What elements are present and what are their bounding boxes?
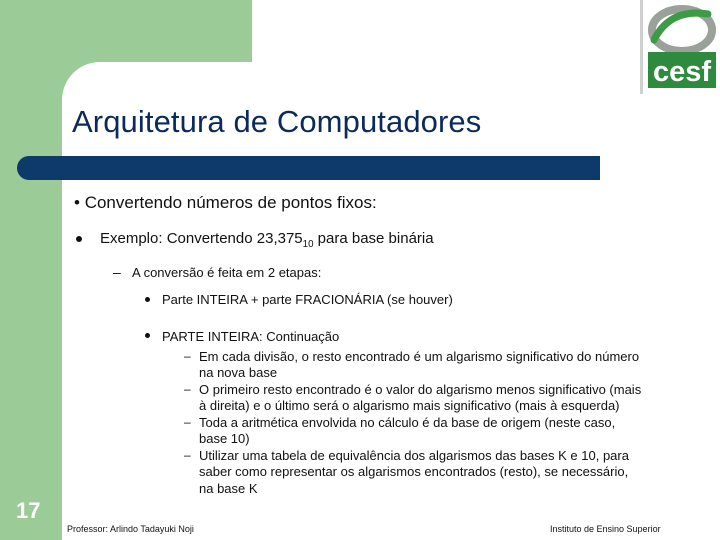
level4-item-2: PARTE INTEIRA: Continuação	[162, 329, 340, 344]
footer-professor: Professor: Arlindo Tadayuki Noji	[67, 524, 194, 534]
level3-dash: –	[113, 264, 121, 280]
level5-item-1-line2: na nova base	[199, 365, 278, 381]
level5-item-3-line1: Toda a aritmética envolvida no cálculo é da base de origem (neste caso,	[199, 415, 616, 430]
level5-dash: –	[184, 415, 191, 429]
level1-bullet: •	[74, 193, 80, 212]
level5-item-4	[199, 448, 629, 497]
level5-dash: –	[184, 448, 191, 462]
level4-bullet	[145, 297, 150, 302]
level2-text-suffix: para base binária	[313, 230, 434, 247]
level5-item-2-line2: à direita) e o último será o algarismo mais significativo (mais à esquerda)	[199, 398, 620, 414]
level3-text: A conversão é feita em 2 etapas:	[132, 265, 322, 280]
level5-item-4-line2: saber como representar os algarismos encontrados (resto), se necessário,	[199, 464, 629, 480]
level5-item-4-line3: na base K	[199, 480, 258, 496]
level4-item-1: Parte INTEIRA + parte FRACIONÁRIA (se houver)	[162, 292, 453, 307]
level5-item-1	[199, 349, 639, 382]
level5-dash: –	[184, 382, 191, 396]
level4-bullet	[145, 333, 150, 338]
footer-institution: Instituto de Ensino Superior	[550, 524, 661, 534]
level2-text	[100, 230, 434, 250]
slide-title: Arquitetura de Computadores	[72, 104, 482, 139]
slide-number: 17	[16, 498, 41, 523]
level2-subscript: 10	[302, 239, 314, 250]
level1-item	[74, 193, 377, 213]
level5-dash: –	[184, 349, 191, 363]
logo-text: cesf	[652, 56, 712, 88]
level5-item-2	[199, 382, 641, 415]
title-underline-bar	[17, 156, 600, 180]
level2-text-main: Exemplo: Convertendo 23,375	[100, 230, 303, 247]
level5-item-1-line1: Em cada divisão, o resto encontrado é um algarismo significativo do número	[199, 349, 640, 364]
level1-text: Convertendo números de pontos fixos:	[84, 193, 377, 212]
level5-item-3	[199, 415, 615, 448]
level2-bullet	[76, 236, 82, 242]
level5-item-2-line1: O primeiro resto encontrado é o valor do algarismo menos significativo (mais	[199, 382, 642, 397]
level5-item-4-line1: Utilizar uma tabela de equivalência dos algarismos das bases K e 10, para	[199, 448, 629, 463]
cesf-logo	[640, 0, 720, 94]
level5-item-3-line2: base 10)	[199, 431, 250, 447]
